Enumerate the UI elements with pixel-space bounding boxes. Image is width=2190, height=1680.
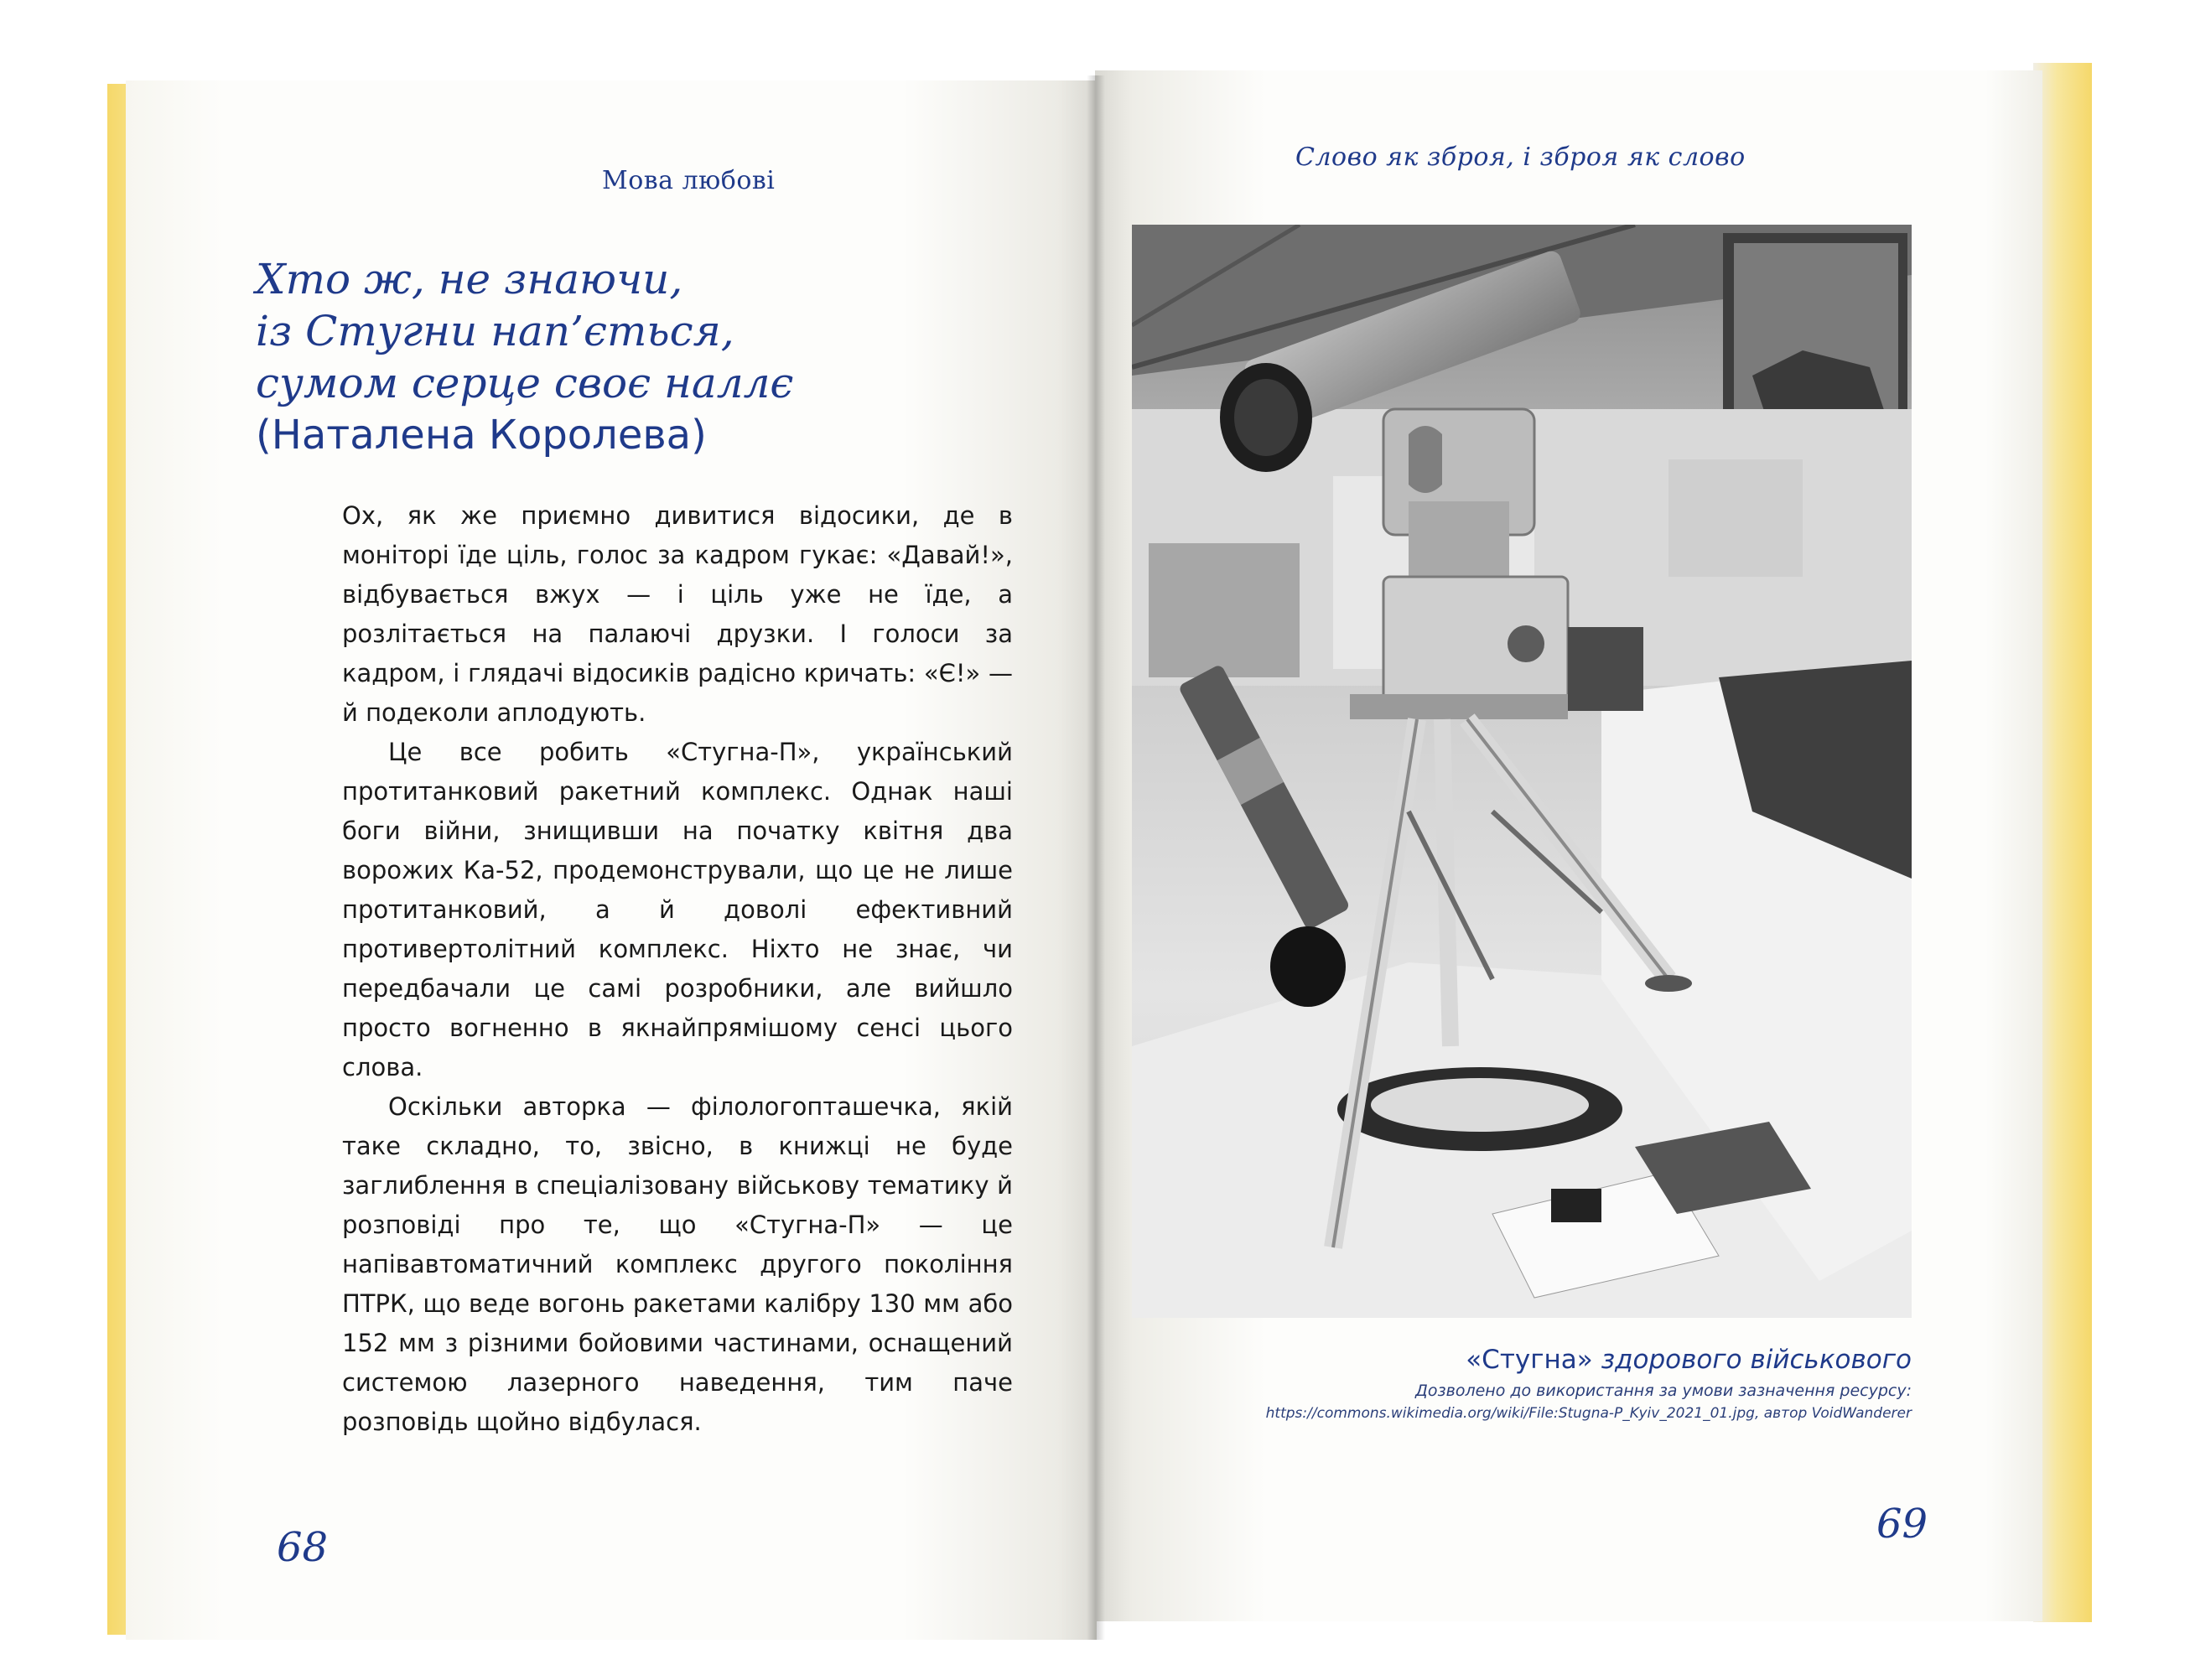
heading-attribution: (Наталена Королева) — [256, 412, 707, 459]
page-number-right: 69 — [1876, 1501, 1928, 1548]
heading-line: із Стугни нап’ється, — [256, 307, 734, 355]
caption-source-author: , автор VoidWanderer — [1754, 1405, 1912, 1422]
running-head-right: Слово як зброя, і зброя як слово — [1295, 143, 1746, 172]
chapter-heading — [256, 253, 1010, 461]
book-gutter — [1087, 75, 1105, 1640]
paragraph: Це все робить «Стугна-П», український протитанковий ракетний комплекс. Однак наші боги війни, знищивши на початку квітня два ворожих Ка-52, продемонстрували, що це не лише протитанковий, а й доволі ефективний противертолітний комплекс. Ніхто не знає, чи передбачали це самі розробники, але вийшло просто вогненно в якнайпрямішому сенсі цього слова. — [342, 738, 1013, 1081]
paragraph: Ох, як же приємно дивитися відосики, де в моніторі їде ціль, голос за кадром гукає: «Давай!», відбувається вжух — і ціль уже не їде, а розлітається на палаючі друзки. І голоси за кадром, і глядачі відосиків радісно кричать: «Є!» — й подеколи аплодують. — [342, 501, 1013, 727]
photo-caption-source — [1266, 1405, 1912, 1422]
anti-tank-missile-launcher-photo-icon — [1132, 225, 1912, 1318]
page-number-left: 68 — [277, 1524, 329, 1571]
running-head-left: Мова любові — [602, 166, 776, 195]
caption-source-url[interactable]: https://commons.wikimedia.org/wiki/File:Stugna-P_Kyiv_2021_01.jpg — [1265, 1405, 1755, 1422]
caption-quoted-name: «Стугна» — [1466, 1345, 1593, 1375]
photo-caption-title — [1466, 1345, 1912, 1375]
caption-title-rest: здорового військового — [1592, 1345, 1912, 1375]
photo-caption-note: Дозволено до використання за умови зазначення ресурсу: — [1415, 1382, 1912, 1400]
heading-line: Хто ж, не знаючи, — [256, 255, 683, 303]
paragraph: Оскільки авторка — філологопташечка, якій таке складно, то, звісно, в книжці не буде заглиблення в спеціалізовану військову тематику й розповіді про те, що «Стугна-П» — це напівавтоматичний комплекс другого покоління ПТРК, що веде вогонь ракетами калібру 130 мм або 152 мм з різними бойовими частинами, оснащений системою лазерного наведення, тим паче розповідь щойно відбулася. — [342, 1092, 1013, 1436]
body-text — [342, 496, 1013, 1442]
launcher-photo — [1132, 225, 1912, 1318]
heading-line: сумом серце своє наллє — [256, 359, 794, 407]
